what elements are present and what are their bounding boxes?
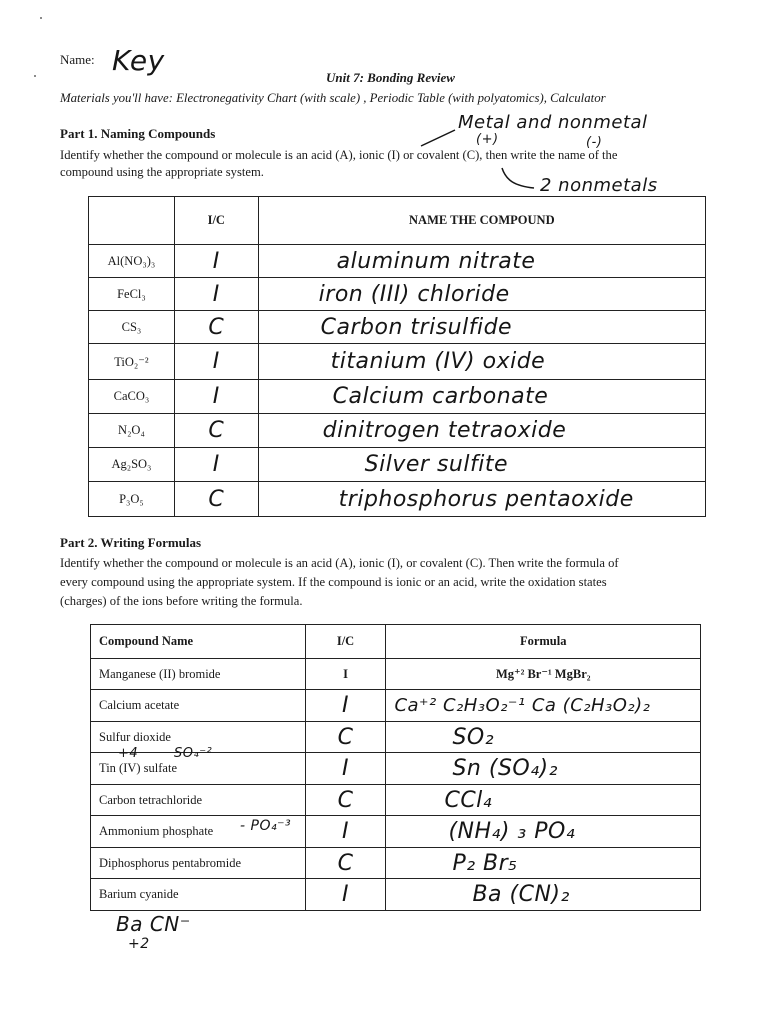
- stray-mark: [34, 75, 36, 77]
- answer-name[interactable]: triphosphorus pentaoxide: [258, 482, 705, 517]
- answer-name[interactable]: aluminum nitrate: [258, 245, 705, 278]
- compound-name: Carbon tetrachloride: [91, 785, 306, 816]
- answer-type[interactable]: I: [174, 344, 258, 380]
- name-value: Key: [112, 44, 165, 77]
- compound-name: Calcium acetate: [91, 690, 306, 722]
- table-row: [91, 879, 701, 911]
- part2-instructions-line1: Identify whether the compound or molecule is an acid (A), ionic (I), or covalent (C). Then write the formula of: [60, 556, 619, 570]
- arrow-annotation: [418, 126, 458, 150]
- compound-name: Diphosphorus pentabromide: [91, 848, 306, 879]
- curve-arrow-annotation: [500, 166, 540, 192]
- answer-formula[interactable]: Mg⁺² Br⁻¹ MgBr₂: [386, 659, 701, 690]
- page-title: Unit 7: Bonding Review: [326, 70, 455, 85]
- answer-type[interactable]: I: [174, 448, 258, 482]
- answer-type[interactable]: I: [305, 879, 386, 911]
- table-header-row: [89, 197, 706, 245]
- compound-formula: FeCl₃: [89, 278, 175, 311]
- part1-instructions-line1: Identify whether the compound or molecule is an acid (A), ionic (I) or covalent (C), then write the name of the: [60, 148, 618, 162]
- compound-formula: CaCO₃: [89, 380, 175, 414]
- answer-formula[interactable]: Sn (SO₄)₂: [386, 753, 701, 785]
- note-bottom-barium-cyanide: Ba CN⁻: [116, 912, 191, 936]
- part2-heading: Part 2. Writing Formulas: [60, 535, 202, 550]
- answer-formula[interactable]: Ba (CN)₂: [386, 879, 701, 911]
- column-header: I/C: [174, 197, 258, 245]
- writing-formulas-table: [90, 624, 701, 911]
- table-row: [89, 278, 706, 311]
- answer-formula[interactable]: CCl₄: [386, 785, 701, 816]
- table-row: [89, 448, 706, 482]
- note-plus: (+): [476, 132, 499, 147]
- column-header: I/C: [305, 625, 386, 659]
- column-header: Compound Name: [91, 625, 306, 659]
- answer-formula[interactable]: (NH₄) ₃ PO₄: [386, 816, 701, 848]
- compound-name: Tin (IV) sulfate: [91, 753, 306, 785]
- compound-name: Barium cyanide: [91, 879, 306, 911]
- part1-heading: Part 1. Naming Compounds: [60, 126, 216, 141]
- answer-name[interactable]: Carbon trisulfide: [258, 311, 705, 344]
- materials-line: Materials you'll have: Electronegativity Chart (with scale) , Periodic Table (with polyatomics), Calculator: [60, 91, 606, 105]
- table-row: [89, 344, 706, 380]
- answer-formula[interactable]: Ca⁺² C₂H₃O₂⁻¹ Ca (C₂H₃O₂)₂: [386, 690, 701, 722]
- answer-type[interactable]: I: [305, 659, 386, 690]
- answer-type[interactable]: I: [174, 245, 258, 278]
- answer-name[interactable]: iron (III) chloride: [258, 278, 705, 311]
- table-row: [91, 816, 701, 848]
- table-row: [91, 848, 701, 879]
- table-row: [91, 785, 701, 816]
- compound-formula: Al(NO₃)₃: [89, 245, 175, 278]
- answer-type[interactable]: I: [305, 753, 386, 785]
- table-header-row: [91, 625, 701, 659]
- part2-instructions-line3: (charges) of the ions before writing the formula.: [60, 594, 303, 608]
- note-two-nonmetals: 2 nonmetals: [540, 175, 658, 196]
- answer-name[interactable]: dinitrogen tetraoxide: [258, 414, 705, 448]
- part2-instructions-line2: every compound using the appropriate system. If the compound is ionic or an acid, write the oxidation states: [60, 575, 607, 589]
- answer-type[interactable]: I: [174, 278, 258, 311]
- answer-type[interactable]: C: [305, 785, 386, 816]
- part1-instructions-line2: compound using the appropriate system.: [60, 165, 264, 179]
- compound-formula: CS₃: [89, 311, 175, 344]
- answer-type[interactable]: C: [305, 848, 386, 879]
- table-row: [89, 245, 706, 278]
- compound-formula: TiO₂⁻²: [89, 344, 175, 380]
- answer-name[interactable]: Calcium carbonate: [258, 380, 705, 414]
- answer-type[interactable]: C: [174, 311, 258, 344]
- answer-formula[interactable]: SO₂: [386, 722, 701, 753]
- note-phosphate: - PO₄⁻³: [240, 818, 292, 834]
- answer-type[interactable]: C: [305, 722, 386, 753]
- table-row: [89, 311, 706, 344]
- compound-name: Manganese (II) bromide: [91, 659, 306, 690]
- table-row: [91, 690, 701, 722]
- naming-compounds-table: [88, 196, 706, 517]
- stray-mark: [40, 17, 42, 19]
- table-row: [89, 482, 706, 517]
- note-metal-nonmetal: Metal and nonmetal: [458, 112, 648, 133]
- answer-name[interactable]: Silver sulfite: [258, 448, 705, 482]
- note-tin-charge: +4: [118, 746, 139, 761]
- compound-name: Ammonium phosphate: [91, 816, 306, 848]
- note-bottom-charge: +2: [128, 936, 150, 952]
- compound-formula: N₂O₄: [89, 414, 175, 448]
- compound-name: Sulfur dioxide: [91, 722, 306, 753]
- column-header: Formula: [386, 625, 701, 659]
- answer-type[interactable]: I: [305, 816, 386, 848]
- answer-type[interactable]: C: [174, 482, 258, 517]
- table-row: [91, 659, 701, 690]
- answer-name[interactable]: titanium (IV) oxide: [258, 344, 705, 380]
- table-row: [89, 414, 706, 448]
- answer-type[interactable]: C: [174, 414, 258, 448]
- compound-formula: Ag₂SO₃: [89, 448, 175, 482]
- table-row: [89, 380, 706, 414]
- note-sulfate-charge: SO₄⁻²: [174, 746, 213, 761]
- compound-formula: P₃O₅: [89, 482, 175, 517]
- column-header: [89, 197, 175, 245]
- name-label: Name:: [60, 52, 95, 67]
- answer-type[interactable]: I: [305, 690, 386, 722]
- column-header: NAME THE COMPOUND: [258, 197, 705, 245]
- note-minus: (-): [586, 135, 603, 150]
- answer-formula[interactable]: P₂ Br₅: [386, 848, 701, 879]
- answer-type[interactable]: I: [174, 380, 258, 414]
